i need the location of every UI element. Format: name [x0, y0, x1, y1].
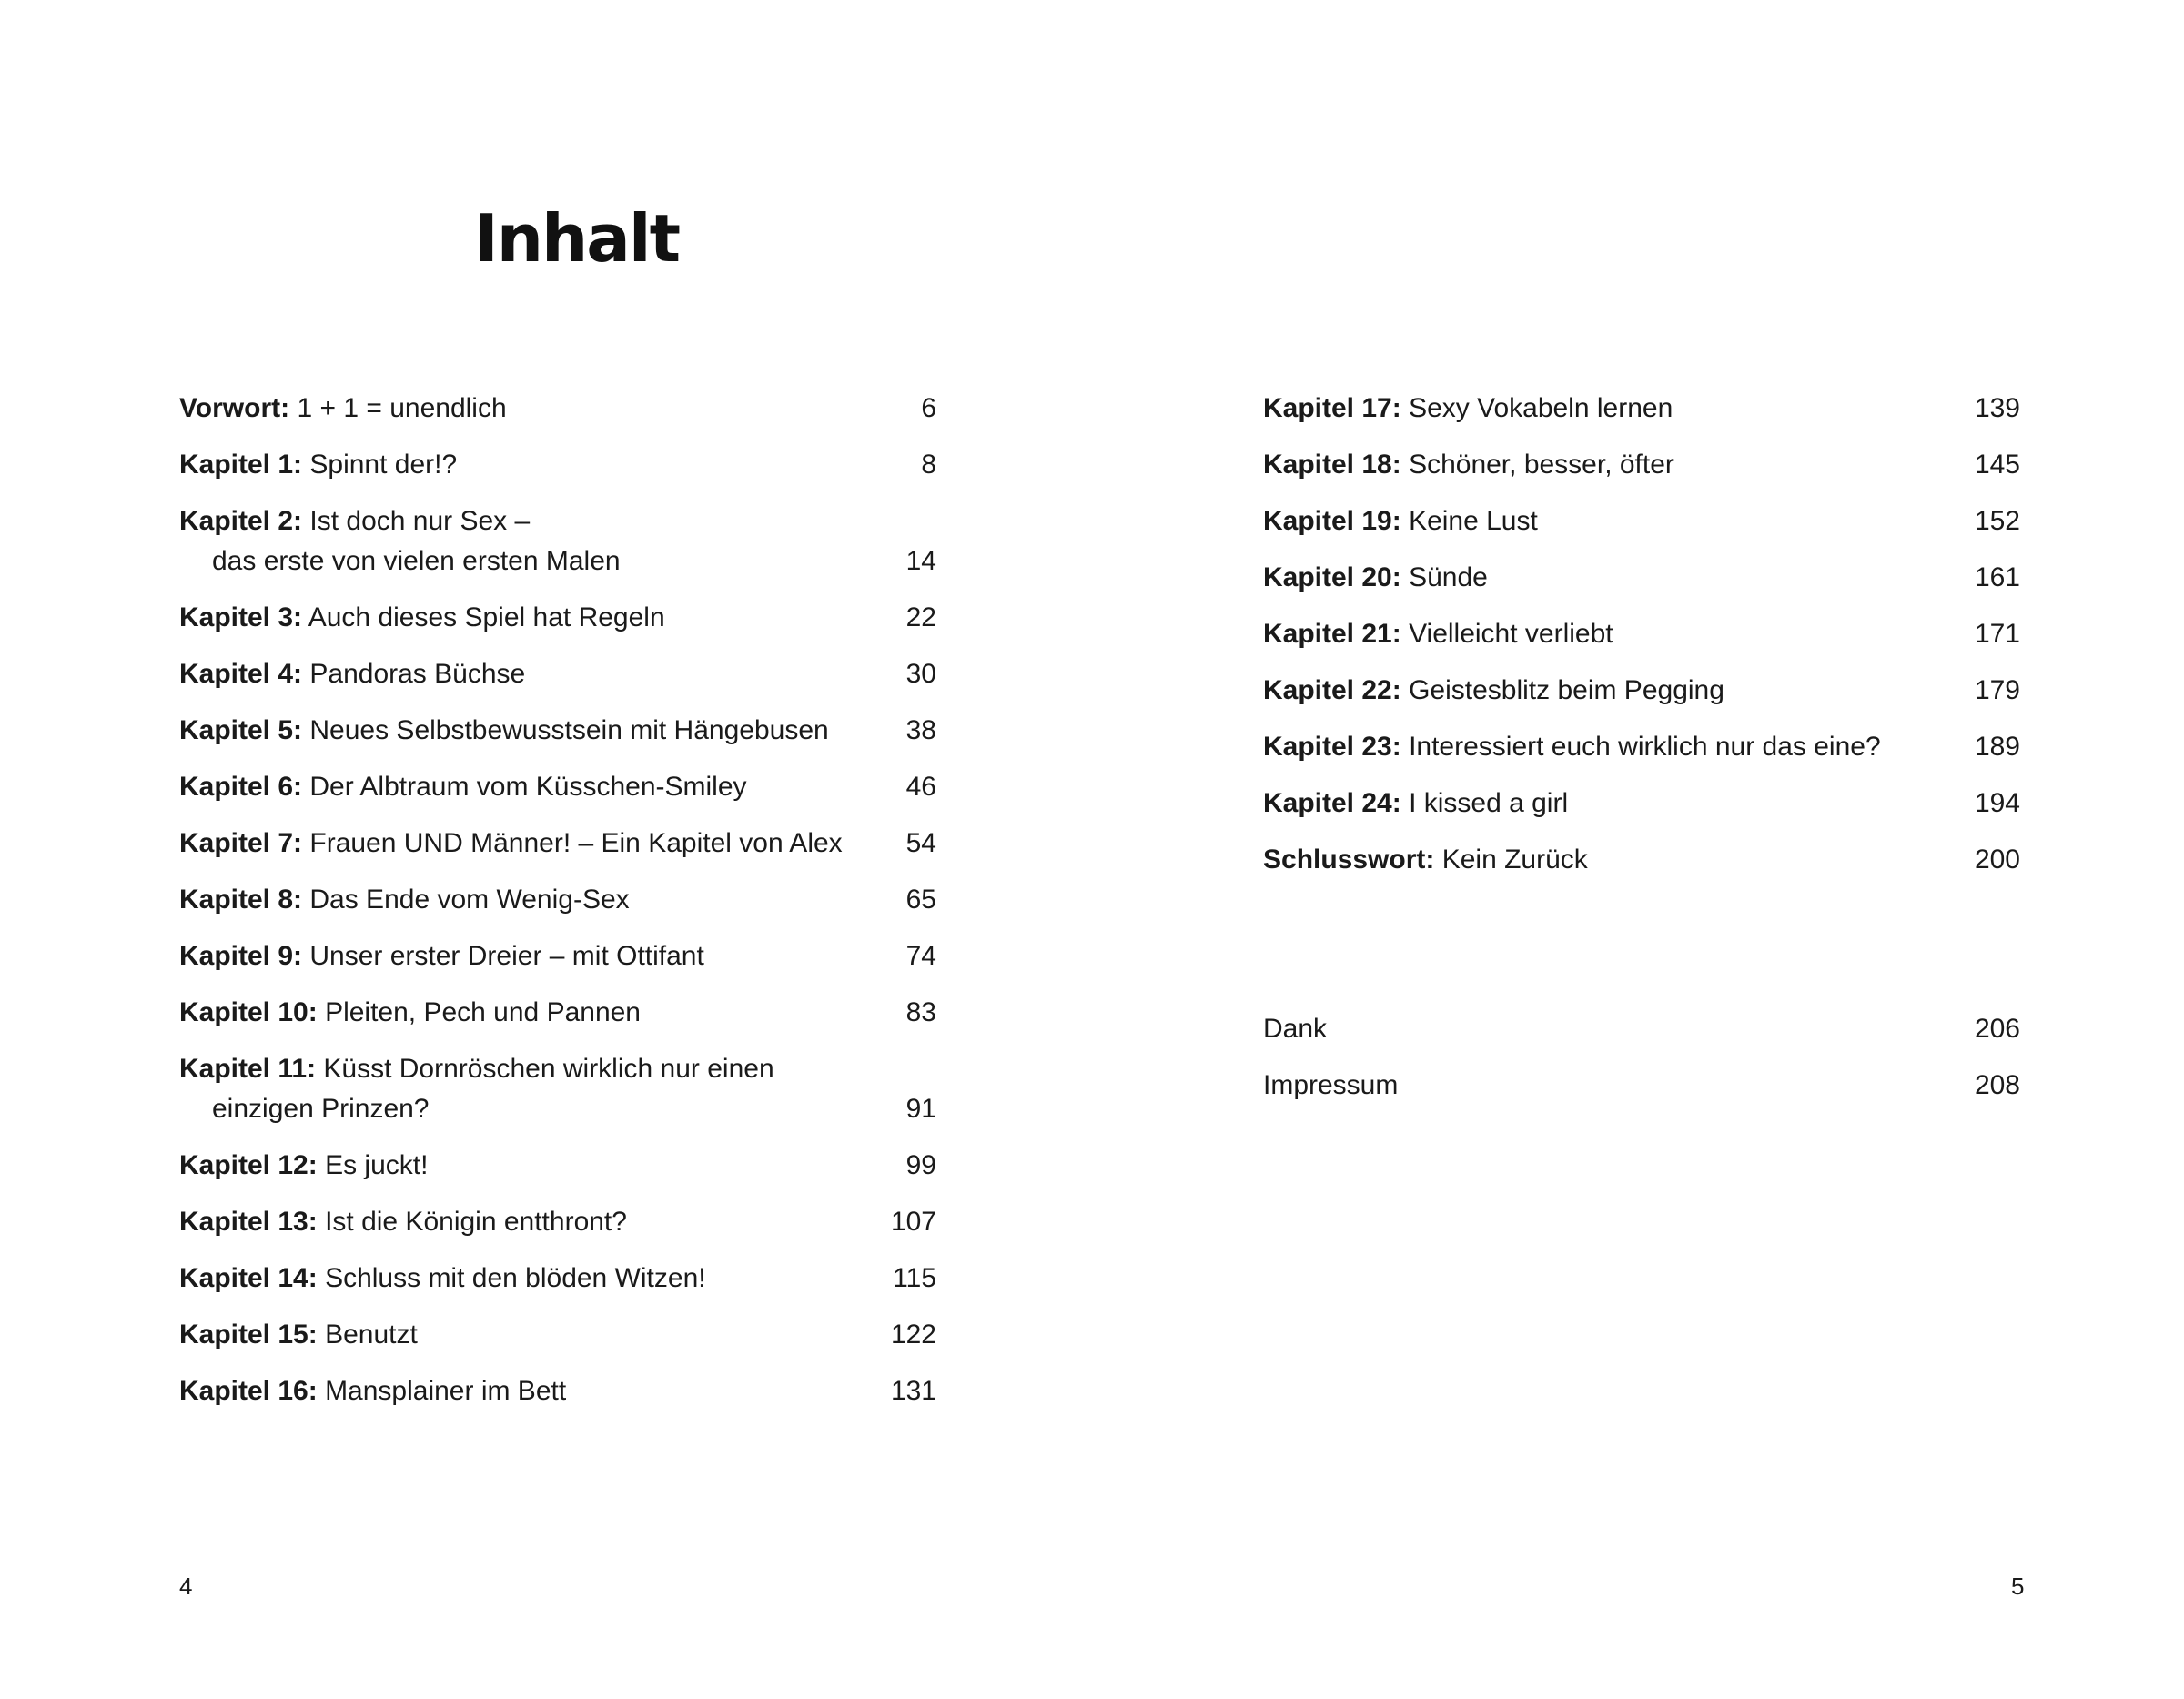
- toc-entry-title: Pandoras Büchse: [309, 659, 526, 689]
- toc-entry: [179, 654, 936, 694]
- toc-entry-title: Ist die Königin entthront?: [325, 1207, 627, 1237]
- toc-entry-label: Kapitel 17:: [1263, 393, 1401, 423]
- toc-entry: [179, 711, 936, 751]
- right-page: [1092, 0, 2184, 1699]
- toc-list-left: [179, 389, 936, 1428]
- toc-entry-page-number: 139: [1974, 393, 2020, 423]
- toc-entry-title: Sünde: [1409, 562, 1488, 592]
- toc-entry-title: Schluss mit den blöden Witzen!: [325, 1263, 706, 1293]
- toc-entry-label: Kapitel 18:: [1263, 450, 1401, 480]
- toc-entry-label: Kapitel 3:: [179, 602, 303, 632]
- toc-entry-title: Impressum: [1263, 1070, 1399, 1100]
- toc-entry-page-number: 91: [905, 1094, 936, 1124]
- section-spacer: [1263, 896, 2020, 1009]
- toc-entry-title-continued: das erste von vielen ersten Malen: [212, 546, 621, 576]
- toc-entry-label: Kapitel 13:: [179, 1207, 318, 1237]
- toc-entry-page-number: 6: [921, 393, 936, 423]
- toc-entry-title: Benutzt: [325, 1320, 418, 1350]
- toc-entry-page-number: 74: [905, 941, 936, 971]
- toc-entry: [179, 1202, 936, 1242]
- toc-entry-page-number: 54: [905, 828, 936, 858]
- toc-entry-label: Schlusswort:: [1263, 844, 1435, 875]
- toc-entry-page-number: 38: [905, 715, 936, 745]
- toc-entry: [1263, 389, 2020, 429]
- toc-entry-title: 1 + 1 = unendlich: [297, 393, 507, 423]
- toc-entry: [1263, 727, 2020, 767]
- toc-entry-label: Kapitel 4:: [179, 659, 303, 689]
- toc-entry-page-number: 122: [890, 1320, 936, 1350]
- toc-entry-page-number: 65: [905, 885, 936, 915]
- toc-entry-page-number: 115: [893, 1263, 936, 1293]
- toc-entry-page-number: 206: [1974, 1014, 2020, 1044]
- toc-entry-page-number: 145: [1974, 450, 2020, 480]
- toc-entry-label: Kapitel 21:: [1263, 619, 1401, 649]
- toc-entry-page-number: 189: [1974, 732, 2020, 762]
- toc-entry-label: Kapitel 10:: [179, 997, 318, 1027]
- toc-entry-title: Spinnt der!?: [309, 450, 458, 480]
- toc-entry-title: Pleiten, Pech und Pannen: [325, 997, 641, 1027]
- page-title: Inhalt: [474, 200, 679, 277]
- toc-entry-page-number: 8: [921, 450, 936, 480]
- toc-entry-label: Kapitel 24:: [1263, 788, 1401, 818]
- page-number-left: 4: [179, 1573, 193, 1600]
- toc-entry-label: Vorwort:: [179, 393, 290, 423]
- toc-entry: [179, 501, 936, 582]
- toc-entry-page-number: 152: [1974, 506, 2020, 536]
- toc-entry: [179, 1146, 936, 1186]
- toc-entry-page-number: 22: [905, 602, 936, 632]
- toc-entry: [1263, 671, 2020, 711]
- page-number-right: 5: [2011, 1573, 2025, 1600]
- toc-entry: [179, 1259, 936, 1299]
- toc-entry-title: Frauen UND Männer! – Ein Kapitel von Alex: [309, 828, 843, 858]
- toc-entry-page-number: 83: [905, 997, 936, 1027]
- toc-entry-page-number: 99: [905, 1150, 936, 1180]
- toc-entry: [179, 880, 936, 920]
- toc-entry-title: Dank: [1263, 1014, 1328, 1044]
- toc-entry-page-number: 194: [1974, 788, 2020, 818]
- toc-entry-title: Mansplainer im Bett: [325, 1376, 567, 1406]
- toc-entry-title: Ist doch nur Sex –: [309, 506, 531, 536]
- toc-entry-label: Kapitel 5:: [179, 715, 303, 745]
- toc-entry-page-number: 107: [890, 1207, 936, 1237]
- toc-entry-title: Interessiert euch wirklich nur das eine?: [1409, 732, 1881, 762]
- toc-entry-page-number: 200: [1974, 844, 2020, 875]
- toc-entry: [179, 1371, 936, 1411]
- toc-entry-page-number: 179: [1974, 675, 2020, 705]
- toc-entry: [179, 598, 936, 638]
- toc-entry-label: Kapitel 15:: [179, 1320, 318, 1350]
- toc-entry-label: Kapitel 19:: [1263, 506, 1401, 536]
- toc-entry-label: Kapitel 1:: [179, 450, 303, 480]
- toc-entry-title-continued: einzigen Prinzen?: [212, 1094, 430, 1124]
- toc-entry: [179, 767, 936, 807]
- toc-entry: [179, 445, 936, 485]
- toc-entry: [1263, 445, 2020, 485]
- toc-entry-title: Auch dieses Spiel hat Regeln: [308, 602, 665, 632]
- toc-entry: [179, 824, 936, 864]
- toc-entry: [179, 936, 936, 976]
- toc-entry-label: Kapitel 8:: [179, 885, 303, 915]
- toc-entry-label: Kapitel 7:: [179, 828, 303, 858]
- toc-list-right: [1263, 389, 2020, 1122]
- toc-entry: [1263, 1066, 2020, 1106]
- toc-entry-title: Sexy Vokabeln lernen: [1409, 393, 1673, 423]
- toc-entry: [179, 389, 936, 429]
- toc-entry-page-number: 161: [1974, 562, 2020, 592]
- toc-entry-title: Schöner, besser, öfter: [1409, 450, 1674, 480]
- toc-entry: [1263, 840, 2020, 880]
- toc-entry-title: Der Albtraum vom Küsschen-Smiley: [309, 772, 747, 802]
- toc-entry-page-number: 131: [890, 1376, 936, 1406]
- toc-entry-label: Kapitel 23:: [1263, 732, 1401, 762]
- toc-entry-label: Kapitel 9:: [179, 941, 303, 971]
- toc-entry-label: Kapitel 20:: [1263, 562, 1401, 592]
- toc-entry-page-number: 171: [1974, 619, 2020, 649]
- toc-entry-label: Kapitel 2:: [179, 506, 303, 536]
- toc-entry-title: Geistesblitz beim Pegging: [1409, 675, 1724, 705]
- toc-entry-title: Keine Lust: [1409, 506, 1538, 536]
- toc-entry: [1263, 784, 2020, 824]
- toc-entry-page-number: 14: [905, 546, 936, 576]
- toc-entry-title: Das Ende vom Wenig-Sex: [309, 885, 630, 915]
- toc-entry: [1263, 558, 2020, 598]
- toc-entry-title: Es juckt!: [325, 1150, 429, 1180]
- toc-entry-page-number: 46: [905, 772, 936, 802]
- toc-entry-label: Kapitel 12:: [179, 1150, 318, 1180]
- toc-entry-label: Kapitel 11:: [179, 1054, 317, 1084]
- toc-entry-title: Kein Zurück: [1441, 844, 1588, 875]
- toc-entry-title: Neues Selbstbewusstsein mit Hängebusen: [309, 715, 829, 745]
- toc-entry: [1263, 1009, 2020, 1049]
- toc-entry-title: I kissed a girl: [1409, 788, 1569, 818]
- toc-entry-title: Vielleicht verliebt: [1409, 619, 1613, 649]
- toc-entry-title: Unser erster Dreier – mit Ottifant: [309, 941, 704, 971]
- toc-entry-page-number: 208: [1974, 1070, 2020, 1100]
- toc-entry-label: Kapitel 14:: [179, 1263, 318, 1293]
- toc-entry: [179, 993, 936, 1033]
- toc-entry: [1263, 501, 2020, 541]
- toc-entry: [179, 1049, 936, 1129]
- toc-entry-page-number: 30: [905, 659, 936, 689]
- toc-entry-label: Kapitel 16:: [179, 1376, 318, 1406]
- toc-entry-title: Küsst Dornröschen wirklich nur einen: [323, 1054, 774, 1084]
- toc-entry-label: Kapitel 6:: [179, 772, 303, 802]
- toc-entry: [1263, 614, 2020, 654]
- toc-entry-label: Kapitel 22:: [1263, 675, 1401, 705]
- toc-entry: [179, 1315, 936, 1355]
